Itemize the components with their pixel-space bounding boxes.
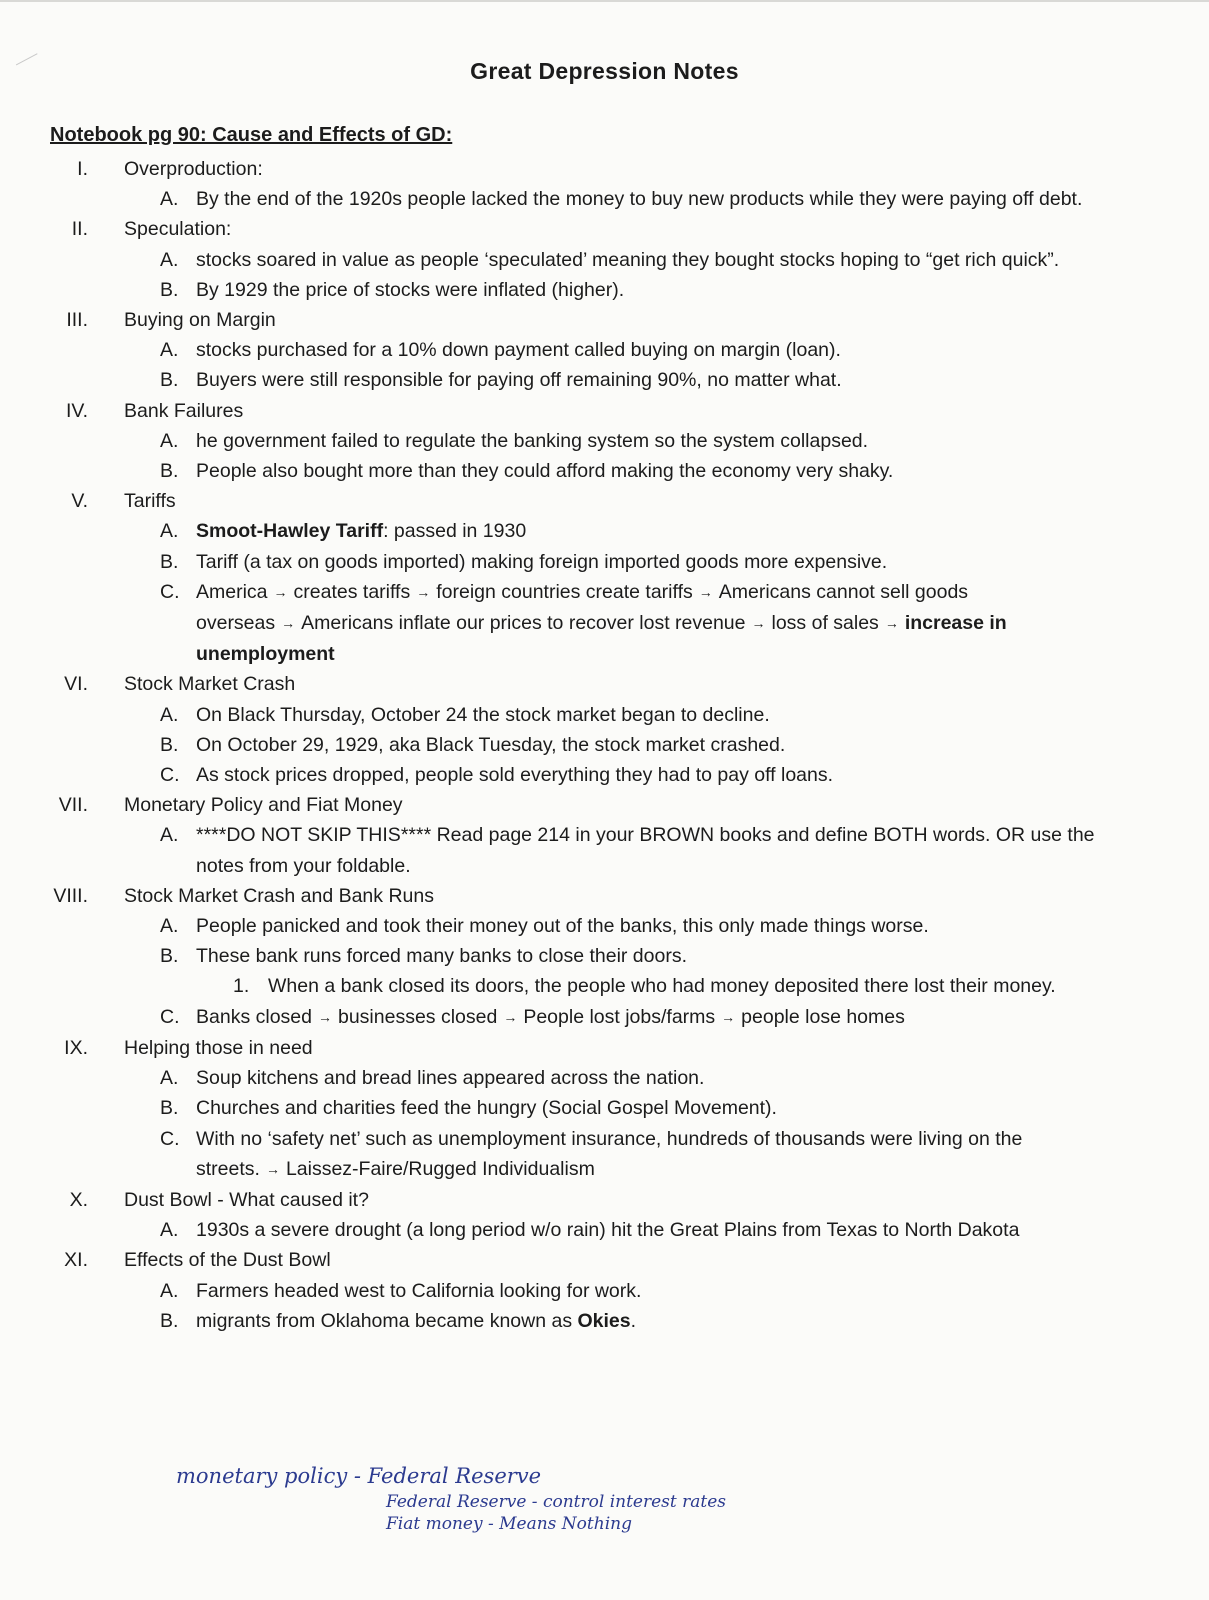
chain-step: people lose homes (741, 1005, 905, 1028)
arrow-icon: → (281, 615, 296, 632)
item-letter: C. (160, 1005, 180, 1028)
item-body: : passed in 1930 (383, 520, 527, 543)
item-body: As stock prices dropped, people sold everything they had to pay off loans. (196, 764, 834, 787)
arrow-icon: → (416, 583, 431, 600)
outline-item (0, 1063, 1209, 1093)
item-bold-term: Okies (577, 1309, 631, 1332)
arrow-icon: → (751, 615, 766, 632)
outline-item (0, 365, 1209, 395)
section-title: Effects of the Dust Bowl (124, 1249, 331, 1272)
item-body: People also bought more than they could afford making the economy very shaky. (196, 460, 894, 483)
item-body: Farmers headed west to California looking for work. (196, 1279, 642, 1302)
handwritten-note: Fiat money - Means Nothing (386, 1514, 632, 1534)
outline-item (0, 1124, 1209, 1185)
outline-item (0, 547, 1209, 577)
item-letter: B. (160, 460, 179, 483)
outline-section (0, 486, 1209, 669)
item-text (196, 188, 1082, 210)
outline-item (0, 245, 1209, 275)
section-heading-row (0, 154, 1209, 184)
arrow-result: Laissez-Faire/Rugged Individualism (285, 1157, 595, 1180)
arrow-icon: → (273, 583, 288, 600)
item-text (196, 704, 770, 726)
item-text (196, 945, 687, 967)
section-title: Buying on Margin (124, 309, 276, 332)
section-title: Monetary Policy and Fiat Money (124, 794, 403, 817)
outline-item (0, 700, 1209, 730)
item-body: By 1929 the price of stocks were inflated (higher). (196, 278, 625, 301)
item-body: These bank runs forced many banks to close their doors. (196, 945, 688, 968)
item-body: On October 29, 1929, aka Black Tuesday, the stock market crashed. (196, 733, 786, 756)
outline-section (0, 790, 1209, 881)
outline-section (0, 214, 1209, 305)
item-text (196, 734, 785, 756)
item-body: By the end of the 1920s people lacked the money to buy new products while they were paying off debt. (196, 188, 1083, 211)
item-text (196, 824, 1095, 876)
item-body: 1930s a severe drought (a long period w/o rain) hit the Great Plains from Texas to North Dakota (196, 1219, 1020, 1242)
outline-item (0, 911, 1209, 941)
section-numeral: III. (66, 309, 88, 332)
chain-step: businesses closed (337, 1005, 498, 1028)
section-title: Stock Market Crash (124, 673, 296, 696)
item-body: ****DO NOT SKIP THIS**** Read page 214 in your BROWN books and define BOTH words. OR use the notes from your foldable. (196, 824, 1095, 877)
item-body: migrants from Oklahoma became known as (196, 1309, 578, 1332)
arrow-icon: → (721, 1008, 736, 1025)
item-text (196, 369, 842, 391)
item-letter: B. (160, 1097, 179, 1120)
item-text (196, 764, 833, 786)
item-letter: A. (160, 188, 179, 211)
item-text (196, 249, 1059, 271)
outline-section (0, 669, 1209, 790)
item-body: People panicked and took their money out of the banks, this only made things worse. (196, 915, 929, 938)
item-letter: A. (160, 915, 179, 938)
section-numeral: VII. (58, 794, 88, 817)
outline-section (0, 305, 1209, 396)
section-numeral: X. (69, 1188, 88, 1211)
section-title: Helping those in need (124, 1036, 313, 1059)
item-body: he government failed to regulate the banking system so the system collapsed. (196, 429, 869, 452)
item-letter: B. (160, 550, 179, 573)
item-text (196, 520, 526, 542)
outline-section (0, 881, 1209, 1033)
item-text (196, 1067, 704, 1089)
item-text (196, 551, 887, 573)
outline-subitem (0, 971, 1209, 1001)
section-title: Dust Bowl - What caused it? (124, 1188, 369, 1211)
section-title: Bank Failures (124, 399, 244, 422)
outline-item (0, 577, 1209, 670)
item-letter: A. (160, 703, 179, 726)
outline-section (0, 1033, 1209, 1185)
arrow-icon: → (884, 615, 899, 632)
chain-step: Americans inflate our prices to recover lost revenue (301, 612, 746, 635)
item-text (196, 1219, 1019, 1241)
notes-outline (0, 154, 1209, 1336)
item-text (196, 430, 868, 452)
section-title: Speculation: (124, 218, 232, 241)
section-heading-row (0, 1033, 1209, 1063)
item-text (196, 460, 893, 482)
section-heading-row (0, 214, 1209, 244)
item-text (196, 1128, 1022, 1180)
arrow-icon: → (698, 583, 713, 600)
item-letter: B. (160, 1309, 179, 1332)
section-heading-row (0, 396, 1209, 426)
item-text (196, 279, 624, 301)
section-numeral: IX. (64, 1036, 88, 1059)
outline-item (0, 1093, 1209, 1123)
section-numeral: VI. (64, 673, 88, 696)
section-numeral: VIII. (53, 884, 88, 907)
page-title: Great Depression Notes (470, 58, 739, 84)
handwritten-note: Federal Reserve - control interest rates (386, 1492, 726, 1512)
outline-item (0, 456, 1209, 486)
section-heading-row (0, 669, 1209, 699)
item-letter: B. (160, 369, 179, 392)
item-body: stocks soared in value as people ‘speculated’ meaning they bought stocks hoping to “get rich quick”. (196, 248, 1060, 271)
item-body: On Black Thursday, October 24 the stock market began to decline. (196, 703, 770, 726)
outline-item (0, 426, 1209, 456)
item-bold-term: increase in unemployment (196, 612, 1007, 666)
arrow-icon: → (265, 1160, 280, 1177)
item-letter: A. (160, 824, 179, 847)
section-numeral: I. (77, 158, 88, 180)
chain-step: People lost jobs/farms (523, 1005, 716, 1028)
section-heading-row (0, 790, 1209, 820)
item-text (196, 1097, 777, 1119)
item-body: Churches and charities feed the hungry (Social Gospel Movement). (196, 1097, 777, 1120)
subitem-number: 1. (233, 975, 250, 998)
item-body: Tariff (a tax on goods imported) making foreign imported goods more expensive. (196, 550, 888, 573)
item-letter: A. (160, 1219, 179, 1242)
outline-item (0, 760, 1209, 790)
item-text (196, 581, 1007, 665)
section-heading-row (0, 1245, 1209, 1275)
item-text (196, 1006, 905, 1028)
section-title: Overproduction: (124, 158, 263, 180)
item-letter: A. (160, 339, 179, 362)
chain-step: loss of sales (771, 612, 879, 635)
outline-item (0, 820, 1209, 880)
item-text (196, 1310, 636, 1332)
outline-section (0, 396, 1209, 487)
outline-item (0, 184, 1209, 214)
outline-item (0, 1306, 1209, 1336)
section-title: Stock Market Crash and Bank Runs (124, 884, 434, 907)
section-heading-row (0, 1185, 1209, 1215)
outline-section (0, 1185, 1209, 1245)
section-title: Tariffs (124, 490, 176, 513)
outline-item (0, 516, 1209, 546)
outline-item (0, 941, 1209, 971)
item-letter: A. (160, 1067, 179, 1090)
item-letter: C. (160, 764, 180, 787)
item-letter: C. (160, 1127, 180, 1150)
section-heading-row (0, 305, 1209, 335)
outline-item (0, 1215, 1209, 1245)
item-letter: A. (160, 248, 179, 271)
item-letter: A. (160, 429, 179, 452)
section-heading-row (0, 881, 1209, 911)
outline-item (0, 275, 1209, 305)
item-letter: C. (160, 580, 180, 603)
scan-edge (0, 0, 1209, 2)
item-letter: A. (160, 1279, 179, 1302)
arrow-icon: → (317, 1008, 332, 1025)
chain-step: creates tariffs (293, 580, 411, 603)
notebook-heading: Notebook pg 90: Cause and Effects of GD: (50, 124, 453, 146)
chain-step: Banks closed (196, 1005, 312, 1028)
arrow-icon: → (503, 1008, 518, 1025)
subitem-text: When a bank closed its doors, the people who had money deposited there lost their money. (268, 975, 1056, 998)
chain-step: America (196, 580, 268, 603)
section-numeral: XI. (64, 1249, 88, 1272)
item-trailing: . (630, 1309, 637, 1332)
item-body: With no ‘safety net’ such as unemployment insurance, hundreds of thousands were living on the streets. (196, 1127, 1023, 1180)
outline-item (0, 335, 1209, 365)
item-letter: B. (160, 945, 179, 968)
item-body: Soup kitchens and bread lines appeared across the nation. (196, 1067, 705, 1090)
outline-item (0, 730, 1209, 760)
item-text (196, 339, 841, 361)
item-bold-term: Smoot-Hawley Tariff (196, 520, 384, 543)
handwritten-note: monetary policy - Federal Reserve (176, 1464, 542, 1488)
item-letter: B. (160, 278, 179, 301)
chain-step: foreign countries create tariffs (436, 580, 693, 603)
item-letter: A. (160, 520, 179, 543)
outline-item (0, 1276, 1209, 1306)
outline-section (0, 1245, 1209, 1336)
section-numeral: IV. (65, 399, 88, 422)
outline-item (0, 1002, 1209, 1033)
item-text (196, 915, 929, 937)
item-text (196, 1280, 641, 1302)
item-body: stocks purchased for a 10% down payment called buying on margin (loan). (196, 339, 841, 362)
outline-section (0, 154, 1209, 214)
item-body: Buyers were still responsible for paying off remaining 90%, no matter what. (196, 369, 842, 392)
chain-step: Americans cannot sell goods overseas (196, 580, 969, 635)
section-numeral: II. (71, 218, 88, 241)
handwritten-notes (176, 1464, 726, 1534)
section-numeral: V. (71, 490, 88, 513)
item-letter: B. (160, 733, 179, 756)
section-heading-row (0, 486, 1209, 516)
